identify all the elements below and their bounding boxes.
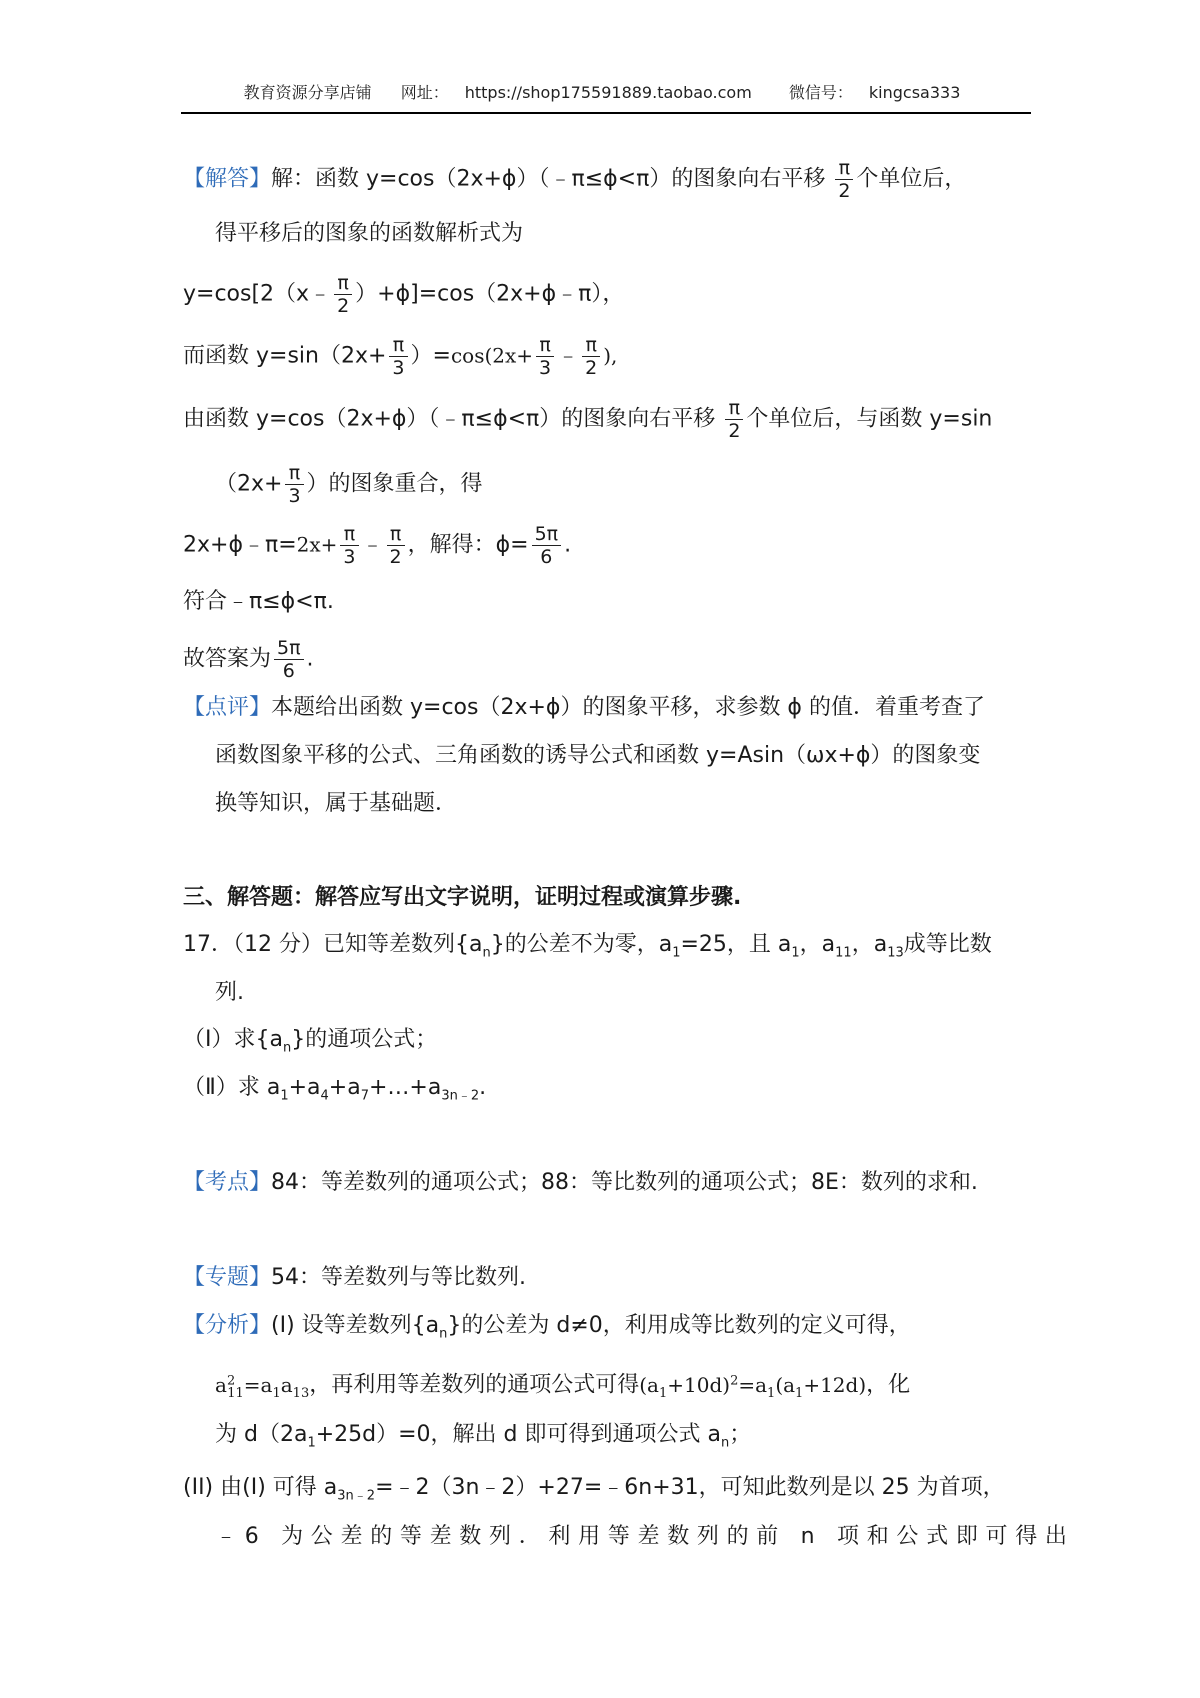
denominator: 2 (728, 420, 741, 442)
text: }的公差不为零，a (490, 932, 673, 957)
text: 为 d（2a (215, 1422, 308, 1447)
page-header (181, 80, 1031, 114)
subscript: 1 (307, 1435, 316, 1451)
fraction (285, 462, 303, 507)
text: +a (328, 1075, 361, 1100)
tag-answer: 【解答】 (183, 166, 272, 192)
subscript: 1 (795, 1385, 804, 1401)
text: 由函数 y=cos（2x+ϕ）（﹣π≤ϕ<π）的图象向右平移 (183, 406, 716, 432)
text: +a (288, 1075, 321, 1100)
answer-line-6 (215, 462, 483, 507)
text: =25，且 a (680, 932, 792, 957)
zhuanti-line (183, 1263, 526, 1293)
fraction (334, 272, 352, 317)
subscript: 3n﹣2 (441, 1088, 480, 1104)
answer-line-8: 符合﹣π≤ϕ<π. (183, 589, 334, 614)
header-site-url: https://shop175591889.taobao.com (464, 83, 752, 102)
header-wechat-id: kingcsa333 (868, 83, 961, 102)
text: 个单位后，与函数 y=sin (746, 406, 993, 432)
text: 故答案为 (183, 646, 272, 672)
denominator: 6 (540, 546, 553, 568)
text: a (280, 1372, 293, 1397)
text: 2x+ϕ﹣π= (183, 532, 297, 558)
q17-part-1 (183, 1025, 437, 1063)
header-shop: 教育资源分享店铺 (243, 83, 372, 102)
text: (a (775, 1372, 796, 1397)
subscript: 13 (887, 945, 904, 961)
numerator: π (725, 397, 743, 420)
math-image-text: 2x+ (296, 532, 338, 557)
subscript: n (282, 1040, 292, 1056)
header-wechat-label: 微信号： (788, 83, 853, 102)
subscript: 1 (658, 1385, 668, 1401)
numerator: π (334, 272, 352, 295)
fraction (725, 397, 743, 442)
comment-line-2: 函数图象平移的公式、三角函数的诱导公式和函数 y=Asin（ωx+ϕ）的图象变 (215, 743, 981, 768)
subscript: 1 (280, 1088, 289, 1104)
text: =a (243, 1372, 273, 1397)
text: ； (729, 1422, 752, 1447)
text: 84：等差数列的通项公式；88：等比数列的通项公式；8E：数列的求和. (271, 1170, 978, 1195)
kaodian-line (183, 1168, 978, 1198)
fraction (835, 157, 853, 202)
q17-part-2 (183, 1073, 486, 1111)
text: ﹣ (557, 343, 580, 369)
math-image-text: ), (603, 343, 618, 368)
text: 54：等差数列与等比数列. (271, 1265, 527, 1290)
text: +12d) (803, 1372, 867, 1397)
subscript: 7 (360, 1088, 369, 1104)
fraction (340, 523, 358, 568)
text: +10d) (667, 1372, 731, 1397)
tag-comment: 【点评】 (183, 695, 272, 720)
answer-line-3 (183, 272, 624, 317)
subscript: 3n﹣2 (337, 1488, 376, 1504)
answer-line-4 (183, 334, 617, 379)
numerator: 5π (274, 637, 304, 660)
text: (a (639, 1372, 659, 1397)
denominator: 2 (585, 357, 598, 379)
denominator: 6 (282, 660, 295, 682)
text: ）的图象重合，得 (306, 471, 483, 497)
q17-line-2: 列. (215, 980, 244, 1005)
text: ，a (799, 932, 836, 957)
text: ，化 (866, 1372, 911, 1398)
numerator: 5π (532, 523, 562, 546)
text: }的公差为 d≠0，利用成等比数列的定义可得， (447, 1313, 911, 1338)
numerator: π (389, 334, 407, 357)
numerator: π (835, 157, 853, 180)
fenxi-line-4 (183, 1473, 1005, 1511)
fraction (387, 523, 405, 568)
text: +…+a (369, 1075, 442, 1100)
answer-line-7 (183, 523, 571, 568)
fraction (536, 334, 554, 379)
subscript: n (720, 1435, 730, 1451)
text: ）= (410, 343, 451, 369)
text: . (306, 646, 314, 672)
subscript: 11 (835, 945, 852, 961)
text: （2x+ (215, 471, 283, 497)
text: 而函数 y=sin（2x+ (183, 343, 387, 369)
tag-zhuanti: 【专题】 (183, 1265, 272, 1290)
answer-line-9 (183, 637, 314, 682)
fenxi-line-2 (215, 1366, 910, 1409)
text: ，再利用等差数列的通项公式可得 (309, 1372, 640, 1398)
text: =a (738, 1372, 768, 1397)
subscript: 1 (767, 1385, 776, 1401)
answer-line-2: 得平移后的图象的函数解析式为 (215, 221, 524, 246)
fraction (274, 637, 304, 682)
subscript: 11 (227, 1385, 244, 1401)
text: ，解得：ϕ= (407, 532, 529, 558)
numerator: π (340, 523, 358, 546)
tag-fenxi: 【分析】 (183, 1313, 272, 1338)
denominator: 3 (288, 485, 301, 507)
fenxi-line-1 (183, 1311, 911, 1349)
numerator: π (285, 462, 303, 485)
denominator: 3 (539, 357, 552, 379)
fraction (532, 523, 562, 568)
text: 解：函数 y=cos（2x+ϕ）（﹣π≤ϕ<π）的图象向右平移 (271, 166, 826, 192)
text: }的通项公式； (291, 1027, 438, 1052)
text: y=cos[2（x﹣ (183, 281, 332, 307)
subscript: 1 (791, 945, 800, 961)
text: . (564, 532, 572, 558)
numerator: π (387, 523, 405, 546)
math-formula (215, 1372, 310, 1401)
denominator: 2 (838, 180, 851, 202)
comment-line-3: 换等知识，属于基础题． (215, 791, 458, 816)
denominator: 3 (343, 546, 356, 568)
denominator: 2 (389, 546, 402, 568)
text: ﹣ (361, 532, 384, 558)
text: 个单位后， (856, 166, 967, 192)
fenxi-line-5: ﹣6 为公差的等差数列．利用等差数列的前 n 项和公式即可得出 (215, 1524, 1075, 1549)
comment-line-1 (183, 693, 985, 723)
text: ，a (851, 932, 888, 957)
numerator: π (582, 334, 600, 357)
header-site-label: 网址： (400, 83, 449, 102)
tag-kaodian: 【考点】 (183, 1170, 272, 1195)
text: ）+ϕ]=cos（2x+ϕ﹣π）， (355, 281, 625, 307)
section-title: 三、解答题：解答应写出文字说明，证明过程或演算步骤. (183, 885, 742, 910)
fraction (582, 334, 600, 379)
subscript: n (439, 1326, 448, 1342)
q17-line-1 (183, 930, 992, 968)
subscript: n (482, 945, 491, 961)
subscript: 13 (292, 1385, 310, 1401)
superscript: 2 (226, 1373, 236, 1388)
fraction (389, 334, 407, 379)
subscript: 4 (320, 1088, 329, 1104)
text: 17．（12 分）已知等差数列{a (183, 932, 483, 957)
text: （Ⅱ）求 a (183, 1075, 281, 1100)
subscript: 1 (272, 1385, 281, 1401)
subscript: 1 (672, 945, 681, 961)
numerator: π (536, 334, 554, 357)
denominator: 2 (337, 295, 350, 317)
math-image-text: cos(2x+ (450, 343, 534, 368)
text: +25d）=0，解出 d 即可得到通项公式 a (315, 1422, 721, 1447)
text: a (215, 1372, 227, 1397)
text: （Ⅰ）求{a (183, 1027, 283, 1052)
text: (I) 设等差数列{a (271, 1313, 440, 1338)
text: 本题给出函数 y=cos（2x+ϕ）的图象平移，求参数 ϕ 的值．着重考查了 (271, 695, 985, 720)
superscript: 2 (730, 1373, 739, 1388)
answer-line-5 (183, 397, 992, 442)
text: (II) 由(I) 可得 a (183, 1475, 338, 1500)
text: 成等比数 (903, 932, 992, 957)
answer-line-1 (183, 157, 966, 202)
math-formula (639, 1372, 867, 1401)
text: =﹣2（3n﹣2）+27=﹣6n+31，可知此数列是以 25 为首项， (375, 1475, 1005, 1500)
text: . (479, 1075, 487, 1100)
denominator: 3 (392, 357, 405, 379)
fenxi-line-3 (215, 1420, 751, 1458)
